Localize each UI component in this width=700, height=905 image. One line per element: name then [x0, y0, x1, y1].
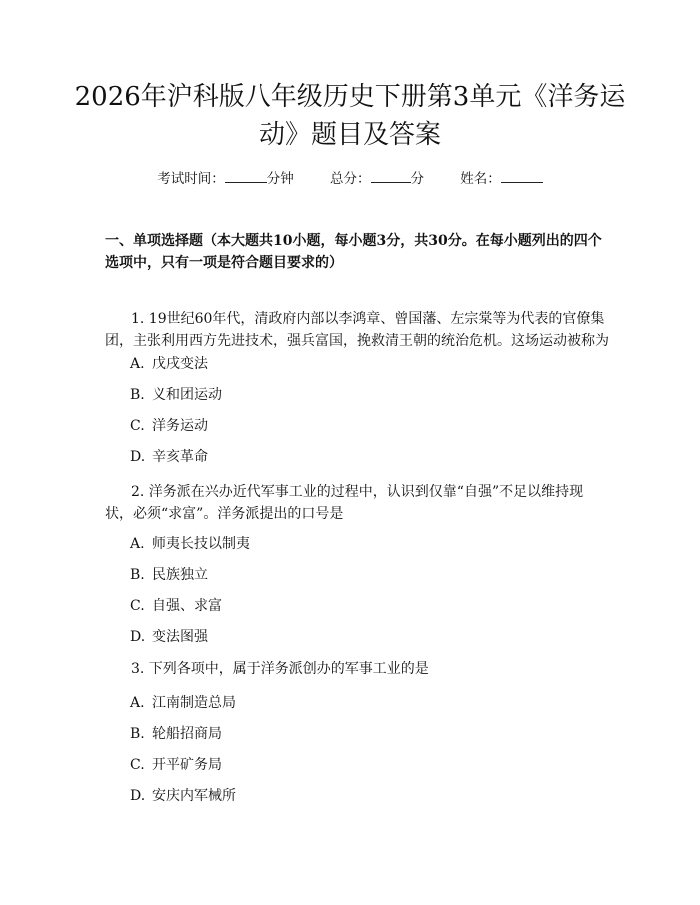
option-text: 江南制造总局	[152, 695, 236, 711]
question-2: 2. 洋务派在兴办近代军事工业的过程中，认识到仅靠“自强”不足以维持现状，必须“求富”。洋务派提出的口号是	[105, 484, 584, 522]
score-label: 总分：	[330, 171, 371, 187]
option-text: 变法图强	[152, 629, 208, 645]
q1-option-b[interactable]	[130, 385, 222, 405]
option-letter: B.	[130, 726, 145, 742]
option-letter: C.	[130, 418, 145, 434]
option-letter: A.	[130, 536, 145, 552]
name-blank[interactable]	[501, 169, 543, 183]
time-label: 考试时间：	[157, 171, 225, 187]
option-text: 自强、求富	[152, 598, 222, 614]
option-text: 辛亥革命	[152, 449, 208, 465]
time-blank[interactable]	[225, 169, 267, 183]
q2-option-a[interactable]	[130, 534, 250, 554]
q3-option-a[interactable]	[130, 693, 236, 713]
option-text: 戊戌变法	[152, 356, 208, 372]
option-text: 安庆内军械所	[152, 788, 236, 804]
document-title: 2026年沪科版八年级历史下册第3单元《洋务运动》题目及答案	[74, 82, 626, 150]
q1-option-c[interactable]	[130, 416, 208, 436]
q3-option-b[interactable]	[130, 724, 222, 744]
exam-score	[330, 169, 424, 188]
exam-name	[460, 169, 543, 188]
score-blank[interactable]	[371, 169, 411, 183]
q3-option-d[interactable]	[130, 786, 236, 806]
option-letter: D.	[130, 788, 146, 804]
option-letter: B.	[130, 387, 145, 403]
q3-option-c[interactable]	[130, 755, 222, 775]
question-3: 3. 下列各项中，属于洋务派创办的军事工业的是	[131, 661, 429, 677]
q2-option-d[interactable]	[130, 627, 208, 647]
score-unit: 分	[410, 171, 424, 187]
q2-option-c[interactable]	[130, 596, 222, 616]
q1-option-d[interactable]	[130, 447, 208, 467]
exam-meta	[0, 169, 700, 188]
option-text: 轮船招商局	[152, 726, 222, 742]
option-letter: C.	[130, 757, 145, 773]
option-text: 义和团运动	[152, 387, 222, 403]
option-text: 洋务运动	[152, 418, 208, 434]
option-text: 民族独立	[152, 567, 208, 583]
option-letter: A.	[130, 695, 145, 711]
option-letter: B.	[130, 567, 145, 583]
option-text: 师夷长技以制夷	[152, 536, 250, 552]
time-unit: 分钟	[266, 171, 294, 187]
q2-option-b[interactable]	[130, 565, 208, 585]
option-letter: C.	[130, 598, 145, 614]
q1-option-a[interactable]	[130, 354, 208, 374]
option-letter: A.	[130, 356, 145, 372]
option-text: 开平矿务局	[152, 757, 222, 773]
exam-time	[157, 169, 294, 188]
option-letter: D.	[130, 629, 146, 645]
option-letter: D.	[130, 449, 146, 465]
name-label: 姓名：	[460, 171, 501, 187]
question-1: 1. 19世纪60年代，清政府内部以李鸿章、曾国藩、左宗棠等为代表的官僚集团，主张利用西方先进技术，强兵富国，挽救清王朝的统治危机。这场运动被称为	[105, 311, 609, 349]
section-heading: 一、单项选择题（本大题共10小题，每小题3分，共30分。在每小题列出的四个选项中，只有一项是符合题目要求的）	[105, 233, 602, 271]
